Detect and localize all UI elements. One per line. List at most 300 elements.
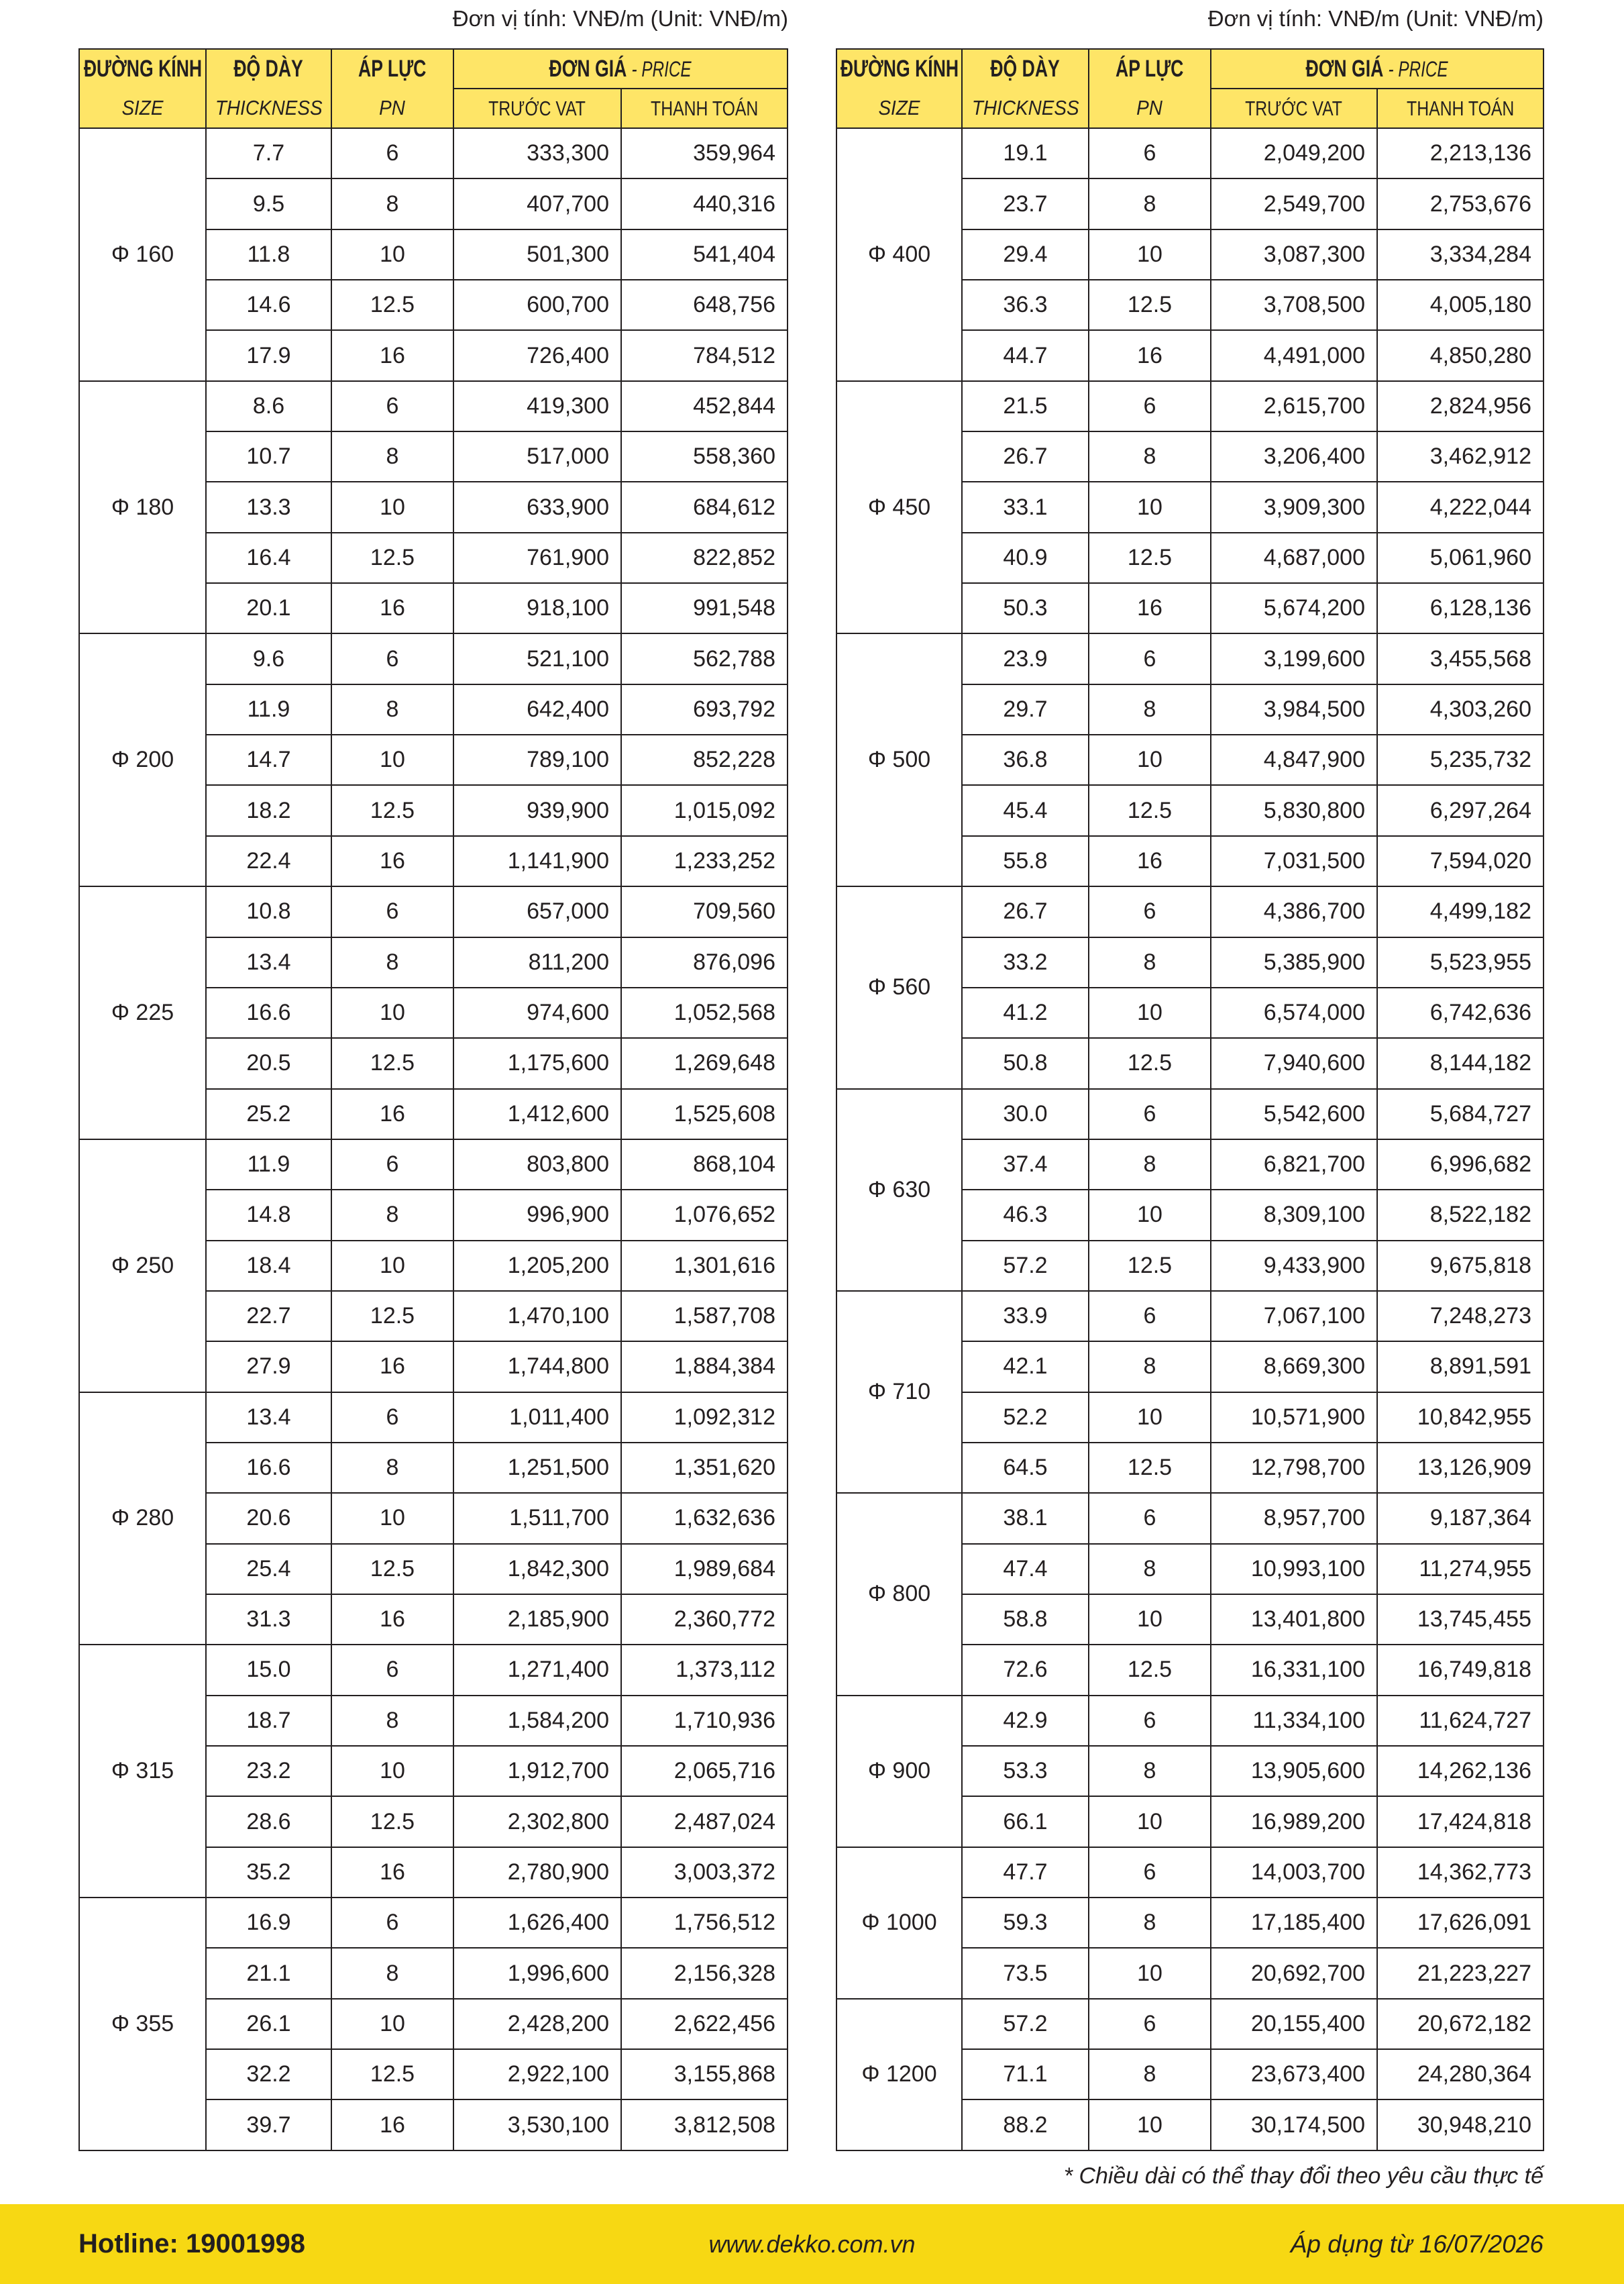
thickness-cell: 14.8 bbox=[207, 1190, 332, 1241]
thickness-cell: 10.8 bbox=[207, 887, 332, 937]
price-total-cell: 3,462,912 bbox=[1378, 432, 1544, 482]
thickness-cell: 21.1 bbox=[207, 1949, 332, 1999]
price-before-vat-cell: 2,549,700 bbox=[1211, 179, 1378, 229]
thickness-cell: 37.4 bbox=[963, 1140, 1089, 1190]
price-before-vat-cell: 1,912,700 bbox=[454, 1747, 622, 1797]
pressure-cell: 8 bbox=[1089, 1545, 1211, 1595]
pressure-cell: 12.5 bbox=[332, 1292, 454, 1342]
thickness-cell: 29.4 bbox=[963, 230, 1089, 280]
thickness-cell: 13.4 bbox=[207, 938, 332, 988]
pressure-cell: 12.5 bbox=[332, 1039, 454, 1089]
pressure-cell: 8 bbox=[1089, 2050, 1211, 2100]
price-total-cell: 1,076,652 bbox=[622, 1190, 788, 1241]
thickness-cell: 40.9 bbox=[963, 533, 1089, 584]
price-total-cell: 1,756,512 bbox=[622, 1898, 788, 1949]
pressure-cell: 16 bbox=[1089, 331, 1211, 381]
thickness-cell: 22.4 bbox=[207, 837, 332, 887]
price-before-vat-cell: 16,331,100 bbox=[1211, 1645, 1378, 1696]
size-cell: Φ 180 bbox=[80, 382, 207, 635]
pressure-cell: 10 bbox=[1089, 735, 1211, 786]
pressure-cell: 12.5 bbox=[1089, 280, 1211, 331]
header-price-en: - PRICE bbox=[1388, 56, 1449, 81]
price-total-cell: 2,065,716 bbox=[622, 1747, 788, 1797]
price-total-cell: 2,824,956 bbox=[1378, 382, 1544, 432]
size-cell: Φ 560 bbox=[837, 887, 963, 1089]
price-total-cell: 20,672,182 bbox=[1378, 2000, 1544, 2050]
price-before-vat-cell: 8,309,100 bbox=[1211, 1190, 1378, 1241]
price-before-vat-cell: 1,626,400 bbox=[454, 1898, 622, 1949]
thickness-cell: 29.7 bbox=[963, 685, 1089, 735]
pressure-cell: 6 bbox=[1089, 129, 1211, 179]
price-before-vat-cell: 600,700 bbox=[454, 280, 622, 331]
price-total-cell: 991,548 bbox=[622, 584, 788, 634]
price-before-vat-cell: 23,673,400 bbox=[1211, 2050, 1378, 2100]
thickness-cell: 18.2 bbox=[207, 786, 332, 836]
pressure-cell: 6 bbox=[332, 1898, 454, 1949]
header-before-vat-label: TRƯỚC VAT bbox=[488, 96, 586, 120]
size-cell: Φ 355 bbox=[80, 1898, 207, 2151]
pressure-cell: 6 bbox=[1089, 1494, 1211, 1544]
size-cell: Φ 315 bbox=[80, 1645, 207, 1898]
price-total-cell: 648,756 bbox=[622, 280, 788, 331]
price-total-cell: 2,213,136 bbox=[1378, 129, 1544, 179]
price-before-vat-cell: 17,185,400 bbox=[1211, 1898, 1378, 1949]
pressure-cell: 6 bbox=[332, 1645, 454, 1696]
price-total-cell: 1,373,112 bbox=[622, 1645, 788, 1696]
price-total-cell: 1,710,936 bbox=[622, 1696, 788, 1747]
pressure-cell: 6 bbox=[1089, 887, 1211, 937]
thickness-cell: 18.7 bbox=[207, 1696, 332, 1747]
price-before-vat-cell: 4,491,000 bbox=[1211, 331, 1378, 381]
price-before-vat-cell: 1,511,700 bbox=[454, 1494, 622, 1544]
thickness-cell: 57.2 bbox=[963, 2000, 1089, 2050]
header-before-vat bbox=[1211, 89, 1378, 129]
pressure-cell: 16 bbox=[332, 2100, 454, 2150]
price-before-vat-cell: 761,900 bbox=[454, 533, 622, 584]
unit-note: Đơn vị tính: VNĐ/m (Unit: VNĐ/m) bbox=[1207, 6, 1544, 31]
size-cell: Φ 400 bbox=[837, 129, 963, 382]
price-before-vat-cell: 1,996,600 bbox=[454, 1949, 622, 1999]
thickness-cell: 36.8 bbox=[963, 735, 1089, 786]
pressure-cell: 6 bbox=[332, 887, 454, 937]
thickness-cell: 10.7 bbox=[207, 432, 332, 482]
thickness-cell: 30.0 bbox=[963, 1090, 1089, 1140]
price-total-cell: 6,128,136 bbox=[1378, 584, 1544, 634]
price-total-cell: 4,303,260 bbox=[1378, 685, 1544, 735]
thickness-cell: 13.3 bbox=[207, 482, 332, 533]
hotline: Hotline: 19001998 bbox=[78, 2229, 305, 2259]
price-total-cell: 5,523,955 bbox=[1378, 938, 1544, 988]
pressure-cell: 16 bbox=[332, 1342, 454, 1392]
price-before-vat-cell: 3,087,300 bbox=[1211, 230, 1378, 280]
price-total-cell: 5,235,732 bbox=[1378, 735, 1544, 786]
price-total-cell: 868,104 bbox=[622, 1140, 788, 1190]
thickness-cell: 23.9 bbox=[963, 634, 1089, 684]
price-before-vat-cell: 1,205,200 bbox=[454, 1241, 622, 1292]
size-cell: Φ 225 bbox=[80, 887, 207, 1140]
price-before-vat-cell: 6,574,000 bbox=[1211, 988, 1378, 1039]
price-total-cell: 4,005,180 bbox=[1378, 280, 1544, 331]
thickness-cell: 9.6 bbox=[207, 634, 332, 684]
pressure-cell: 6 bbox=[1089, 1848, 1211, 1898]
price-before-vat-cell: 521,100 bbox=[454, 634, 622, 684]
header-price bbox=[454, 50, 788, 89]
thickness-cell: 38.1 bbox=[963, 1494, 1089, 1544]
price-before-vat-cell: 333,300 bbox=[454, 129, 622, 179]
thickness-cell: 58.8 bbox=[963, 1595, 1089, 1645]
header-pressure bbox=[332, 50, 454, 129]
price-before-vat-cell: 30,174,500 bbox=[1211, 2100, 1378, 2150]
price-table-right bbox=[836, 48, 1544, 2151]
thickness-cell: 66.1 bbox=[963, 1797, 1089, 1847]
price-total-cell: 16,749,818 bbox=[1378, 1645, 1544, 1696]
pressure-cell: 8 bbox=[1089, 1747, 1211, 1797]
pressure-cell: 6 bbox=[332, 634, 454, 684]
pressure-cell: 8 bbox=[1089, 432, 1211, 482]
header-total bbox=[1378, 89, 1544, 129]
price-before-vat-cell: 1,842,300 bbox=[454, 1545, 622, 1595]
pressure-cell: 6 bbox=[1089, 634, 1211, 684]
thickness-cell: 72.6 bbox=[963, 1645, 1089, 1696]
price-before-vat-cell: 7,031,500 bbox=[1211, 837, 1378, 887]
price-before-vat-cell: 4,847,900 bbox=[1211, 735, 1378, 786]
price-before-vat-cell: 2,615,700 bbox=[1211, 382, 1378, 432]
size-cell: Φ 500 bbox=[837, 634, 963, 887]
price-before-vat-cell: 4,386,700 bbox=[1211, 887, 1378, 937]
price-total-cell: 2,622,456 bbox=[622, 2000, 788, 2050]
pressure-cell: 10 bbox=[1089, 1595, 1211, 1645]
price-before-vat-cell: 3,708,500 bbox=[1211, 280, 1378, 331]
thickness-cell: 26.1 bbox=[207, 2000, 332, 2050]
price-total-cell: 822,852 bbox=[622, 533, 788, 584]
pressure-cell: 8 bbox=[332, 1696, 454, 1747]
thickness-cell: 52.2 bbox=[963, 1393, 1089, 1443]
price-before-vat-cell: 16,989,200 bbox=[1211, 1797, 1378, 1847]
pressure-cell: 8 bbox=[332, 1443, 454, 1494]
price-before-vat-cell: 5,674,200 bbox=[1211, 584, 1378, 634]
price-before-vat-cell: 419,300 bbox=[454, 382, 622, 432]
pressure-cell: 10 bbox=[332, 735, 454, 786]
size-cell: Φ 280 bbox=[80, 1393, 207, 1646]
pressure-cell: 6 bbox=[1089, 1696, 1211, 1747]
price-total-cell: 4,499,182 bbox=[1378, 887, 1544, 937]
price-total-cell: 13,126,909 bbox=[1378, 1443, 1544, 1494]
price-total-cell: 2,487,024 bbox=[622, 1797, 788, 1847]
price-before-vat-cell: 10,993,100 bbox=[1211, 1545, 1378, 1595]
price-before-vat-cell: 5,542,600 bbox=[1211, 1090, 1378, 1140]
pressure-cell: 10 bbox=[332, 2000, 454, 2050]
header-size-en: SIZE bbox=[878, 96, 920, 119]
price-before-vat-cell: 2,185,900 bbox=[454, 1595, 622, 1645]
header-before-vat bbox=[454, 89, 622, 129]
price-before-vat-cell: 517,000 bbox=[454, 432, 622, 482]
price-before-vat-cell: 2,428,200 bbox=[454, 2000, 622, 2050]
price-before-vat-cell: 3,199,600 bbox=[1211, 634, 1378, 684]
price-total-cell: 5,684,727 bbox=[1378, 1090, 1544, 1140]
price-total-cell: 13,745,455 bbox=[1378, 1595, 1544, 1645]
header-total-label: THANH TOÁN bbox=[1406, 96, 1515, 120]
price-total-cell: 440,316 bbox=[622, 179, 788, 229]
price-total-cell: 3,334,284 bbox=[1378, 230, 1544, 280]
pressure-cell: 10 bbox=[332, 988, 454, 1039]
header-price-vi: ĐƠN GIÁ bbox=[549, 55, 627, 82]
price-total-cell: 1,015,092 bbox=[622, 786, 788, 836]
thickness-cell: 18.4 bbox=[207, 1241, 332, 1292]
thickness-cell: 47.4 bbox=[963, 1545, 1089, 1595]
pressure-cell: 12.5 bbox=[1089, 1443, 1211, 1494]
thickness-cell: 46.3 bbox=[963, 1190, 1089, 1241]
pressure-cell: 12.5 bbox=[332, 2050, 454, 2100]
price-before-vat-cell: 4,687,000 bbox=[1211, 533, 1378, 584]
thickness-cell: 88.2 bbox=[963, 2100, 1089, 2150]
header-size-vi: ĐƯỜNG KÍNH bbox=[83, 56, 202, 82]
footer-band bbox=[0, 2204, 1624, 2284]
pressure-cell: 10 bbox=[1089, 1949, 1211, 1999]
thickness-cell: 50.3 bbox=[963, 584, 1089, 634]
price-before-vat-cell: 7,067,100 bbox=[1211, 1292, 1378, 1342]
pressure-cell: 12.5 bbox=[1089, 1241, 1211, 1292]
pressure-cell: 16 bbox=[332, 1848, 454, 1898]
price-total-cell: 1,233,252 bbox=[622, 837, 788, 887]
pressure-cell: 10 bbox=[1089, 1190, 1211, 1241]
thickness-cell: 26.7 bbox=[963, 432, 1089, 482]
price-before-vat-cell: 8,957,700 bbox=[1211, 1494, 1378, 1544]
price-total-cell: 9,675,818 bbox=[1378, 1241, 1544, 1292]
thickness-cell: 11.9 bbox=[207, 1140, 332, 1190]
thickness-cell: 9.5 bbox=[207, 179, 332, 229]
thickness-cell: 11.8 bbox=[207, 230, 332, 280]
pressure-cell: 12.5 bbox=[332, 1545, 454, 1595]
size-cell: Φ 800 bbox=[837, 1494, 963, 1696]
price-total-cell: 24,280,364 bbox=[1378, 2050, 1544, 2100]
price-total-cell: 693,792 bbox=[622, 685, 788, 735]
thickness-cell: 33.1 bbox=[963, 482, 1089, 533]
header-pressure-en: PN bbox=[1136, 96, 1163, 119]
pressure-cell: 8 bbox=[1089, 179, 1211, 229]
thickness-cell: 16.6 bbox=[207, 1443, 332, 1494]
pressure-cell: 16 bbox=[332, 331, 454, 381]
pressure-cell: 10 bbox=[332, 1241, 454, 1292]
pressure-cell: 8 bbox=[1089, 1342, 1211, 1392]
pressure-cell: 6 bbox=[1089, 2000, 1211, 2050]
thickness-cell: 22.7 bbox=[207, 1292, 332, 1342]
header-thickness-vi: ĐỘ DÀY bbox=[233, 56, 304, 82]
price-total-cell: 1,092,312 bbox=[622, 1393, 788, 1443]
thickness-cell: 59.3 bbox=[963, 1898, 1089, 1949]
pressure-cell: 8 bbox=[1089, 685, 1211, 735]
price-before-vat-cell: 726,400 bbox=[454, 331, 622, 381]
pressure-cell: 10 bbox=[1089, 2100, 1211, 2150]
price-total-cell: 1,052,568 bbox=[622, 988, 788, 1039]
price-total-cell: 3,003,372 bbox=[622, 1848, 788, 1898]
header-thickness bbox=[207, 50, 332, 129]
price-total-cell: 7,248,273 bbox=[1378, 1292, 1544, 1342]
price-total-cell: 6,996,682 bbox=[1378, 1140, 1544, 1190]
price-before-vat-cell: 918,100 bbox=[454, 584, 622, 634]
size-cell: Φ 450 bbox=[837, 382, 963, 635]
size-cell: Φ 1200 bbox=[837, 2000, 963, 2151]
price-total-cell: 5,061,960 bbox=[1378, 533, 1544, 584]
thickness-cell: 35.2 bbox=[207, 1848, 332, 1898]
thickness-cell: 57.2 bbox=[963, 1241, 1089, 1292]
thickness-cell: 11.9 bbox=[207, 685, 332, 735]
pressure-cell: 6 bbox=[1089, 1090, 1211, 1140]
price-total-cell: 452,844 bbox=[622, 382, 788, 432]
price-before-vat-cell: 1,584,200 bbox=[454, 1696, 622, 1747]
price-total-cell: 17,424,818 bbox=[1378, 1797, 1544, 1847]
thickness-cell: 64.5 bbox=[963, 1443, 1089, 1494]
pressure-cell: 12.5 bbox=[332, 786, 454, 836]
thickness-cell: 14.7 bbox=[207, 735, 332, 786]
price-before-vat-cell: 20,155,400 bbox=[1211, 2000, 1378, 2050]
thickness-cell: 47.7 bbox=[963, 1848, 1089, 1898]
thickness-cell: 33.2 bbox=[963, 938, 1089, 988]
thickness-cell: 16.9 bbox=[207, 1898, 332, 1949]
price-before-vat-cell: 1,251,500 bbox=[454, 1443, 622, 1494]
unit-note: Đơn vị tính: VNĐ/m (Unit: VNĐ/m) bbox=[452, 6, 788, 31]
header-size-en: SIZE bbox=[121, 96, 164, 119]
pressure-cell: 6 bbox=[332, 382, 454, 432]
thickness-cell: 26.7 bbox=[963, 887, 1089, 937]
header-before-vat-label: TRƯỚC VAT bbox=[1245, 96, 1343, 120]
price-before-vat-cell: 20,692,700 bbox=[1211, 1949, 1378, 1999]
thickness-cell: 28.6 bbox=[207, 1797, 332, 1847]
thickness-cell: 14.6 bbox=[207, 280, 332, 331]
thickness-cell: 53.3 bbox=[963, 1747, 1089, 1797]
header-price-en: - PRICE bbox=[631, 56, 692, 81]
price-total-cell: 3,455,568 bbox=[1378, 634, 1544, 684]
pressure-cell: 8 bbox=[332, 685, 454, 735]
price-total-cell: 3,812,508 bbox=[622, 2100, 788, 2150]
website-link[interactable]: www.dekko.com.vn bbox=[708, 2230, 916, 2258]
pressure-cell: 16 bbox=[332, 584, 454, 634]
pressure-cell: 6 bbox=[332, 1393, 454, 1443]
pressure-cell: 8 bbox=[1089, 1140, 1211, 1190]
price-before-vat-cell: 642,400 bbox=[454, 685, 622, 735]
pressure-cell: 8 bbox=[1089, 938, 1211, 988]
thickness-cell: 44.7 bbox=[963, 331, 1089, 381]
thickness-cell: 71.1 bbox=[963, 2050, 1089, 2100]
header-pressure bbox=[1089, 50, 1211, 129]
price-total-cell: 1,525,608 bbox=[622, 1090, 788, 1140]
price-total-cell: 1,351,620 bbox=[622, 1443, 788, 1494]
thickness-cell: 32.2 bbox=[207, 2050, 332, 2100]
header-size bbox=[837, 50, 963, 129]
price-before-vat-cell: 8,669,300 bbox=[1211, 1342, 1378, 1392]
price-before-vat-cell: 2,780,900 bbox=[454, 1848, 622, 1898]
price-total-cell: 1,269,648 bbox=[622, 1039, 788, 1089]
header-pressure-vi: ÁP LỰC bbox=[358, 56, 427, 82]
pressure-cell: 8 bbox=[1089, 1898, 1211, 1949]
price-before-vat-cell: 2,302,800 bbox=[454, 1797, 622, 1847]
thickness-cell: 39.7 bbox=[207, 2100, 332, 2150]
thickness-cell: 27.9 bbox=[207, 1342, 332, 1392]
thickness-cell: 31.3 bbox=[207, 1595, 332, 1645]
price-before-vat-cell: 789,100 bbox=[454, 735, 622, 786]
thickness-cell: 17.9 bbox=[207, 331, 332, 381]
thickness-cell: 7.7 bbox=[207, 129, 332, 179]
pressure-cell: 8 bbox=[332, 432, 454, 482]
pressure-cell: 16 bbox=[332, 837, 454, 887]
price-before-vat-cell: 939,900 bbox=[454, 786, 622, 836]
header-pressure-vi: ÁP LỰC bbox=[1116, 56, 1184, 82]
price-table-left bbox=[78, 48, 788, 2151]
pressure-cell: 10 bbox=[1089, 482, 1211, 533]
price-total-cell: 3,155,868 bbox=[622, 2050, 788, 2100]
price-before-vat-cell: 803,800 bbox=[454, 1140, 622, 1190]
thickness-cell: 16.4 bbox=[207, 533, 332, 584]
price-total-cell: 6,742,636 bbox=[1378, 988, 1544, 1039]
price-total-cell: 14,362,773 bbox=[1378, 1848, 1544, 1898]
pressure-cell: 12.5 bbox=[1089, 1645, 1211, 1696]
price-before-vat-cell: 5,830,800 bbox=[1211, 786, 1378, 836]
price-total-cell: 2,753,676 bbox=[1378, 179, 1544, 229]
price-before-vat-cell: 2,922,100 bbox=[454, 2050, 622, 2100]
size-cell: Φ 1000 bbox=[837, 1848, 963, 2000]
price-total-cell: 709,560 bbox=[622, 887, 788, 937]
price-total-cell: 852,228 bbox=[622, 735, 788, 786]
pressure-cell: 8 bbox=[332, 938, 454, 988]
price-total-cell: 9,187,364 bbox=[1378, 1494, 1544, 1544]
pressure-cell: 6 bbox=[1089, 382, 1211, 432]
price-before-vat-cell: 1,470,100 bbox=[454, 1292, 622, 1342]
pressure-cell: 10 bbox=[1089, 1797, 1211, 1847]
thickness-cell: 15.0 bbox=[207, 1645, 332, 1696]
price-total-cell: 684,612 bbox=[622, 482, 788, 533]
size-cell: Φ 200 bbox=[80, 634, 207, 887]
price-total-cell: 1,301,616 bbox=[622, 1241, 788, 1292]
price-total-cell: 1,632,636 bbox=[622, 1494, 788, 1544]
header-pressure-en: PN bbox=[379, 96, 406, 119]
price-before-vat-cell: 12,798,700 bbox=[1211, 1443, 1378, 1494]
price-total-cell: 1,884,384 bbox=[622, 1342, 788, 1392]
price-total-cell: 4,850,280 bbox=[1378, 331, 1544, 381]
price-before-vat-cell: 13,905,600 bbox=[1211, 1747, 1378, 1797]
price-total-cell: 359,964 bbox=[622, 129, 788, 179]
price-before-vat-cell: 10,571,900 bbox=[1211, 1393, 1378, 1443]
thickness-cell: 23.2 bbox=[207, 1747, 332, 1797]
price-total-cell: 11,624,727 bbox=[1378, 1696, 1544, 1747]
price-before-vat-cell: 1,412,600 bbox=[454, 1090, 622, 1140]
price-before-vat-cell: 1,141,900 bbox=[454, 837, 622, 887]
thickness-cell: 19.1 bbox=[963, 129, 1089, 179]
pressure-cell: 10 bbox=[1089, 1393, 1211, 1443]
price-before-vat-cell: 9,433,900 bbox=[1211, 1241, 1378, 1292]
pressure-cell: 10 bbox=[332, 230, 454, 280]
thickness-cell: 55.8 bbox=[963, 837, 1089, 887]
size-cell: Φ 900 bbox=[837, 1696, 963, 1848]
pressure-cell: 10 bbox=[1089, 230, 1211, 280]
header-price-vi: ĐƠN GIÁ bbox=[1305, 55, 1384, 82]
pressure-cell: 10 bbox=[1089, 988, 1211, 1039]
price-total-cell: 2,156,328 bbox=[622, 1949, 788, 1999]
price-before-vat-cell: 1,011,400 bbox=[454, 1393, 622, 1443]
header-total bbox=[622, 89, 788, 129]
pressure-cell: 8 bbox=[332, 1949, 454, 1999]
pressure-cell: 10 bbox=[332, 1494, 454, 1544]
size-cell: Φ 710 bbox=[837, 1292, 963, 1494]
thickness-cell: 16.6 bbox=[207, 988, 332, 1039]
pressure-cell: 12.5 bbox=[1089, 533, 1211, 584]
thickness-cell: 41.2 bbox=[963, 988, 1089, 1039]
price-before-vat-cell: 5,385,900 bbox=[1211, 938, 1378, 988]
thickness-cell: 42.1 bbox=[963, 1342, 1089, 1392]
pressure-cell: 16 bbox=[332, 1595, 454, 1645]
header-thickness bbox=[963, 50, 1089, 129]
pressure-cell: 10 bbox=[332, 482, 454, 533]
price-total-cell: 562,788 bbox=[622, 634, 788, 684]
pressure-cell: 12.5 bbox=[332, 1797, 454, 1847]
